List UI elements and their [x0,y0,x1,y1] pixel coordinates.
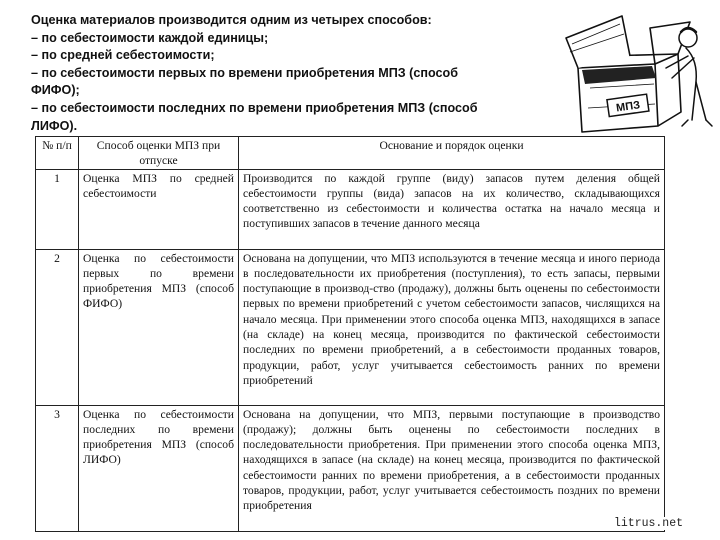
intro-text [31,12,541,135]
intro-line: – по себестоимости последних по времени приобретения МПЗ (способ [31,100,478,115]
intro-line: – по себестоимости каждой единицы; [31,30,269,45]
mpz-methods-table [35,136,665,532]
row-basis: Основана на допущении, что МПЗ, первыми поступающие в производство (продажу); должны быть оценены по себестоимости последних в последовательности приобретения. При применении этого способа оценка МПЗ, находящихся в запасе (на складе) на конец месяца, производится по фактической себестоимости ранних по времени приобретения, а в себестоимости проданных товаров, продукции, работ, услуг учитывается себестоимость поздних по времени приобретения [239,405,665,531]
table-row [36,249,665,405]
table-row [36,405,665,531]
intro-line: ФИФО); [31,83,80,98]
row-basis: Основана на допущении, что МПЗ используются в течение месяца и иного периода в последовательности их приобретения (поступления), то есть запасы, первыми поступающие в производ-ство (продажу), должны быть оценены по себестоимости первых по времени приобретений с учетом себестоимости запасов, числящихся на начало месяца. При применении этого способа оценка МПЗ, находящихся в запасе (на складе) на конец месяца, производится по фактической себестоимости последних по времени приобретений, а в себестоимости проданных товаров, продукции, работ, услуг учитывается себестоимость ранних по времени приобретений [239,249,665,405]
row-num: 2 [36,249,79,405]
header-method: Способ оценки МПЗ при отпуске [79,137,239,170]
intro-line: ЛИФО). [31,118,78,133]
intro-line: – по средней себестоимости; [31,48,215,63]
table-header-row [36,137,665,170]
row-method: Оценка по себестоимости первых по времени приобретения МПЗ (способ ФИФО) [79,249,239,405]
header-num: № п/п [36,137,79,170]
row-basis: Производится по каждой группе (виду) запасов путем деления общей себестоимости группы (вида) запасов на их количество, складывающихся соответственно из себестоимости и количества остатка на начало месяца и поступивших запасов в течение данного месяца [239,169,665,249]
mpz-box-label: МПЗ [615,99,641,115]
row-num: 1 [36,169,79,249]
watermark: litrus.net [614,517,684,530]
intro-line: – по себестоимости первых по времени приобретения МПЗ (способ [31,65,458,80]
header-basis: Основание и порядок оценки [239,137,665,170]
person-with-mpz-box-icon [560,8,715,136]
intro-line: Оценка материалов производится одним из четырех способов: [31,13,432,27]
row-method: Оценка по себестоимости последних по времени приобретения МПЗ (способ ЛИФО) [79,405,239,531]
row-num: 3 [36,405,79,531]
table-row [36,169,665,249]
row-method: Оценка МПЗ по средней себестоимости [79,169,239,249]
